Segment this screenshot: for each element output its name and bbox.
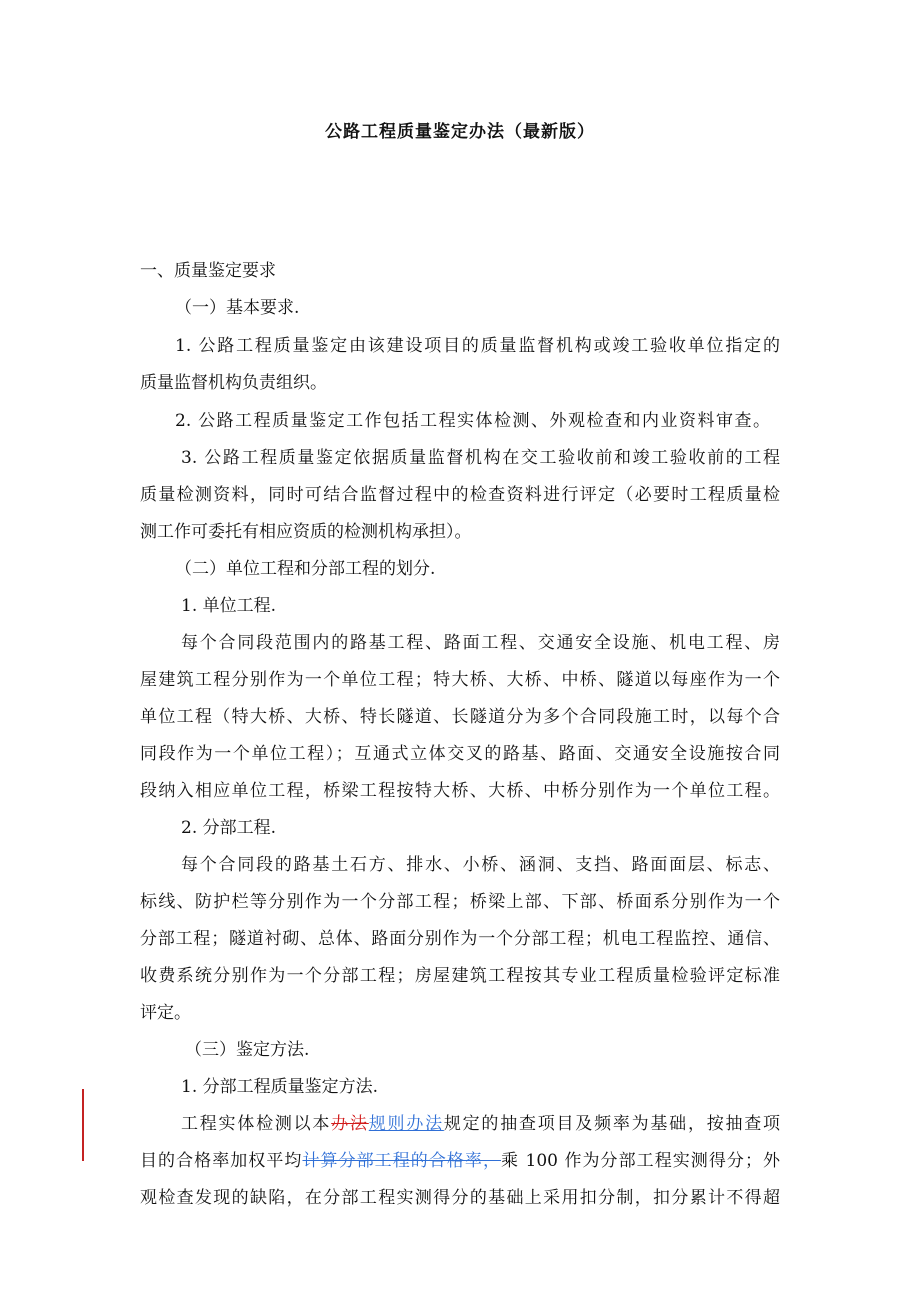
- item-heading: 2. 分部工程.: [181, 818, 277, 838]
- paragraph-line: 分部工程；隧道衬砌、总体、路面分别作为一个分部工程；机电工程监控、通信、: [140, 929, 780, 949]
- paragraph-line: 标线、防护栏等分别作为一个分部工程；桥梁上部、下部、桥面系分别作为一个: [140, 892, 780, 912]
- item-heading: 1. 分部工程质量鉴定方法.: [181, 1077, 379, 1097]
- text-run: 工程实体检测以本: [181, 1114, 332, 1134]
- section-heading-1: 一、质量鉴定要求: [140, 261, 276, 281]
- paragraph-line: 观检查发现的缺陷，在分部工程实测得分的基础上采用扣分制，扣分累计不得超: [140, 1188, 780, 1208]
- paragraph-line: 3. 公路工程质量鉴定依据质量监督机构在交工验收前和竣工验收前的工程: [181, 448, 780, 468]
- subsection-heading-1: （一）基本要求.: [175, 298, 300, 318]
- paragraph-line: 2. 公路工程质量鉴定工作包括工程实体检测、外观检查和内业资料审查。: [175, 411, 770, 431]
- paragraph-line: 每个合同段的路基土石方、排水、小桥、涵洞、支挡、路面面层、标志、: [181, 855, 780, 875]
- subsection-heading-2: （二）单位工程和分部工程的划分.: [175, 559, 436, 579]
- text-run: 目的合格率加权平均: [140, 1151, 303, 1171]
- paragraph-line-tracked: [140, 1149, 780, 1173]
- tracked-deletion: 计算分部工程的合格率，: [302, 1151, 502, 1171]
- text-run: 规定的抽查项目及频率为基础，按抽查项: [443, 1114, 781, 1134]
- paragraph-line: 收费系统分别作为一个分部工程；房屋建筑工程按其专业工程质量检验评定标准: [140, 966, 780, 986]
- paragraph-line: 质量监督机构负责组织。: [140, 373, 327, 393]
- tracked-insertion: 规则办法: [368, 1114, 444, 1134]
- paragraph-line: 段纳入相应单位工程，桥梁工程按特大桥、大桥、中桥分别作为一个单位工程。: [140, 781, 780, 801]
- tracked-deletion: 办法: [331, 1114, 369, 1134]
- paragraph-line: 质量检测资料，同时可结合监督过程中的检查资料进行评定（必要时工程质量检: [140, 485, 780, 505]
- item-heading: 1. 单位工程.: [181, 596, 277, 616]
- paragraph-line: 屋建筑工程分别作为一个单位工程；特大桥、大桥、中桥、隧道以每座作为一个: [140, 670, 780, 690]
- subsection-heading-3: （三）鉴定方法.: [185, 1040, 310, 1060]
- text-run: 乘 100 作为分部工程实测得分；外: [501, 1151, 781, 1171]
- paragraph-line: 测工作可委托有相应资质的检测机构承担）。: [140, 522, 472, 542]
- paragraph-line: 单位工程（特大桥、大桥、特长隧道、长隧道分为多个合同段施工时，以每个合: [140, 707, 780, 727]
- paragraph-line: 每个合同段范围内的路基工程、路面工程、交通安全设施、机电工程、房: [181, 633, 780, 653]
- paragraph-line: 1. 公路工程质量鉴定由该建设项目的质量监督机构或竣工验收单位指定的: [175, 336, 780, 356]
- paragraph-line: 同段作为一个单位工程）；互通式立体交叉的路基、路面、交通安全设施按合同: [140, 744, 780, 764]
- paragraph-line: 评定。: [140, 1003, 191, 1023]
- document-title: 公路工程质量鉴定办法（最新版）: [325, 122, 595, 142]
- paragraph-line-tracked: [181, 1112, 780, 1136]
- revision-change-bar: [82, 1089, 84, 1161]
